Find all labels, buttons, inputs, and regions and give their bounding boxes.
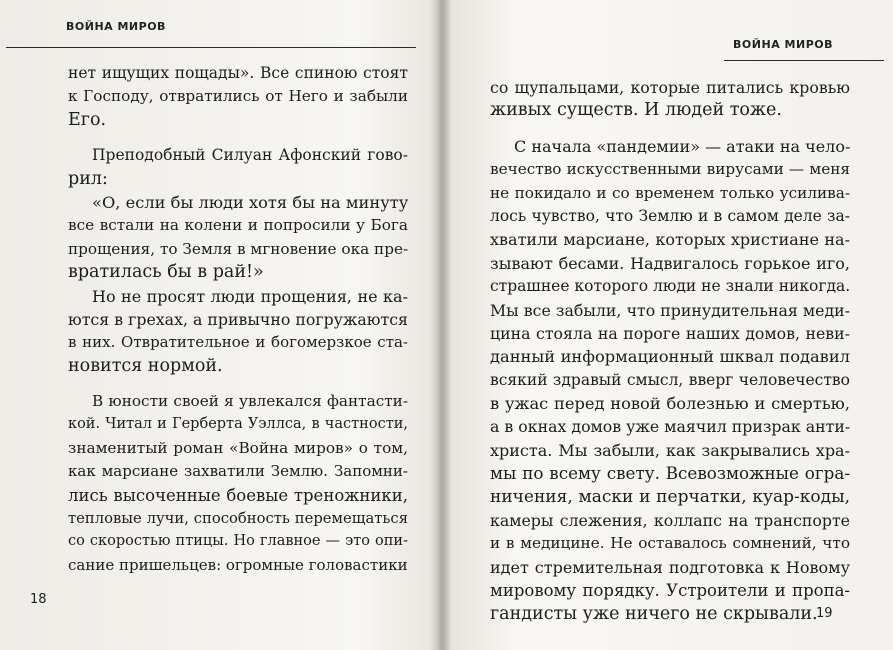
text-line: рил: (68, 168, 108, 189)
text-line: камеры слежения, коллапс на транспорте (490, 511, 850, 531)
text-line: «О, если бы люди хотя бы на минуту (92, 192, 409, 212)
text-line: как марсиане захватили Землю. Запомни- (68, 462, 408, 481)
text-line: всякий здравый смысл, вверг человечество (490, 370, 850, 389)
text-line: Но не просят люди прощения, не ка- (92, 286, 408, 306)
text-line: тепловые лучи, способность перемещаться (68, 510, 408, 528)
text-line: знаменитый роман «Война миров» о том, (68, 438, 408, 457)
text-line: к Господу, отвратились от Него и забыли (68, 87, 408, 106)
running-header: ВОЙНА МИРОВ (66, 20, 166, 33)
text-line: со скоростью птицы. Но главное — это опи- (68, 533, 408, 550)
text-line: и в медицине. Не оставалось сомнений, что (490, 534, 850, 553)
text-line: страшнее которого люди не знали никогда. (490, 277, 851, 296)
page-text (68, 62, 408, 577)
text-line: сание пришельцев: огромные головастики (68, 555, 408, 574)
text-line: идет стремительная подготовка к Новому (490, 557, 850, 577)
text-line: мировому порядку. Устроители и пропа- (490, 581, 850, 601)
text-line: все встали на колени и попросили у Бога (68, 216, 408, 235)
text-line: лись высоченные боевые треножники, (68, 485, 408, 505)
text-line: гандисты уже ничего не скрывали. (490, 603, 818, 624)
text-line: со щупальцами, которые питались кровью (490, 78, 850, 97)
text-line: мы по всему свету. Всевозможные огра- (490, 463, 850, 484)
page-number: 19 (816, 606, 833, 621)
text-line: в ужас перед новой болезнью и смертью, (490, 394, 850, 414)
text-line: лось чувство, что Землю и в самом деле за- (490, 206, 850, 225)
right-page (450, 0, 893, 650)
text-line: Его. (68, 109, 107, 130)
text-line: а в окнах домов уже маячил призрак анти- (490, 417, 851, 437)
text-line: живых существ. И людей тоже. (490, 100, 782, 121)
text-line: Преподобный Силуан Афонский гово- (92, 146, 408, 165)
text-line: вечество искусственными вирусами — меня (490, 160, 850, 179)
text-line: не покидало и со временем только усилива- (490, 183, 850, 202)
text-line: в них. Отвратительное и богомерзкое ста- (68, 333, 408, 352)
text-line: цина стояла на пороге наших домов, неви- (490, 323, 850, 343)
text-line: хватили марсиане, которых христиане на- (490, 230, 850, 250)
text-line: С начала «пандемии» — атаки на чело- (514, 136, 851, 156)
page-text (490, 76, 850, 626)
text-line: кой. Читал и Герберта Уэллса, в частности, (68, 416, 408, 433)
text-line: В юности своей я увлекался фантасти- (92, 392, 408, 411)
text-line: нет ищущих пощады». Все спиною стоят (68, 64, 408, 82)
text-line: христа. Мы забыли, как закрывались хра- (490, 440, 850, 460)
text-line: вратилась бы в рай!» (68, 262, 264, 283)
text-line: Мы все забыли, что принудительная меди- (490, 300, 850, 320)
text-line: новится нормой. (68, 355, 223, 376)
page-number: 18 (30, 592, 47, 607)
header-rule (724, 60, 884, 61)
text-line: ются в грехах, а привычно погружаются (68, 309, 408, 329)
running-header: ВОЙНА МИРОВ (733, 38, 833, 51)
text-line: ничения, маски и перчатки, куар-коды, (490, 486, 850, 507)
header-rule (6, 47, 416, 48)
text-line: прощения, то Земля в мгновение ока пре- (68, 239, 409, 258)
left-page (0, 0, 440, 650)
text-line: зывают бесами. Надвигалось горькое иго, (490, 253, 850, 273)
text-line: данный информационный шквал подавил (490, 347, 850, 367)
